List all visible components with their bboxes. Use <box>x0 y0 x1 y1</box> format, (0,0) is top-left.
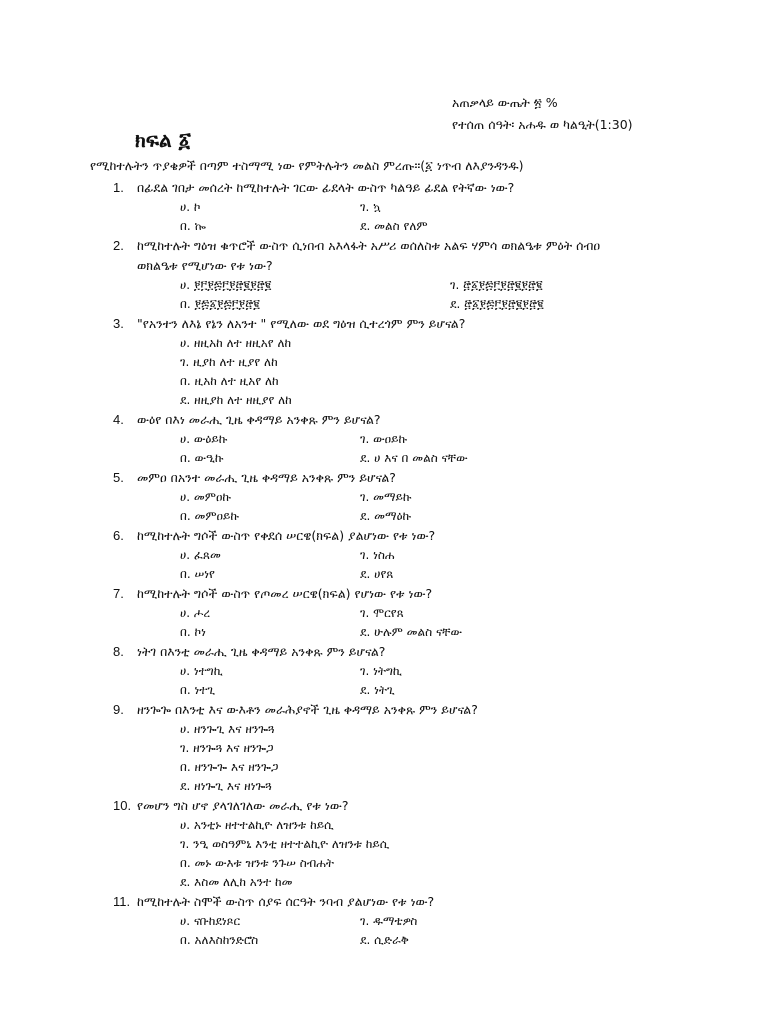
time-allowed: የተሰጠ ሰዓት፡ አሐዱ ወ ካልዒት(1:30) <box>452 117 633 132</box>
answer-options <box>0 546 768 584</box>
answer-options <box>0 198 768 236</box>
question-number: 7. <box>113 586 124 601</box>
question-text: ከሚከተሉት ስሞች ውስጥ ሰያፍ ሰርዓት ንባብ ያልሆነው የቱ ነው? <box>137 894 435 909</box>
total-score: አጠቃላይ ውጤት ፳ % <box>452 95 558 110</box>
answer-options <box>0 276 768 314</box>
question-text: የመሆን ግስ ሆኖ ያላገለገለው መራሒ የቱ ነው? <box>137 798 349 813</box>
answer-option: ሀ. ነተግኪ <box>180 664 223 678</box>
answer-option: ገ. ፸፩፻፷፫፻፸፪፻፸፪ <box>450 278 543 292</box>
answer-option: በ. መኑ ውእቱ ዝንቱ ንጉሠ ስብሐት <box>180 856 335 870</box>
answer-option: በ. ኰ <box>180 219 206 233</box>
answer-option: ደ. ሁሉም መልስ ናቸው <box>360 625 463 639</box>
question-text: "የአንተን ለእኔ የኔን ለአንተ " የሚለው ወደ ግዕዝ ሲተረጎም ምን ይሆናል? <box>137 316 466 331</box>
answer-option: በ. መምዐይኩ <box>180 509 240 523</box>
answer-options <box>0 430 768 468</box>
instructions: የሚከተሉትን ጥያቄዎች በጣም ተስማሚ ነው የምትሉትን መልስ ምረጡ።(፩ ነጥብ ለእያንዳንዱ) <box>90 158 524 173</box>
answer-option: በ. ፻፷፩፻፷፫፻፸፪ <box>180 297 260 311</box>
question-number: 1. <box>113 180 124 195</box>
answer-option: ደ. ፸፩፻፷፫፻፸፪፻፸፪ <box>450 297 544 311</box>
question-number: 9. <box>113 702 124 717</box>
answer-option: ደ. ነትጊ <box>360 683 395 697</box>
question-text: መምዐ በአንተ መራሒ ጊዜ ቀዳማይ አንቀጹ ምን ይሆናል? <box>137 470 396 485</box>
answer-option: ገ. ነስሐ <box>360 548 395 562</box>
question-text: ከሚከተሉት ግሶች ውስጥ የጦመረ ሠርዌ(ክፍል) የሆነው የቱ ነው? <box>137 586 433 601</box>
answer-option: ሀ. ውዕይኩ <box>180 432 228 446</box>
answer-options <box>0 662 768 700</box>
answer-option: ሀ. ፻፫፻፷፫፻፸፪፻፸፪ <box>180 278 272 292</box>
question-line <box>0 410 768 430</box>
section-title: ክፍል ፩ <box>135 128 191 152</box>
answer-option: ሀ. ኮ <box>180 200 201 214</box>
question-text: ውዕየ በእነ መራሒ ጊዜ ቀዳማይ አንቀጹ ምን ይሆናል? <box>137 412 381 427</box>
question-item <box>0 796 768 892</box>
question-item <box>0 236 768 314</box>
question-line <box>0 236 768 256</box>
answer-options <box>0 488 768 526</box>
answer-option: ሀ. መምዐኩ <box>180 490 232 504</box>
answer-options <box>0 912 768 950</box>
answer-option: ገ. መማይኩ <box>360 490 412 504</box>
answer-option: በ. ነተጊ <box>180 683 216 697</box>
answer-option: ሀ. ዘዚአከ ለተ ዘዚአየ ለከ <box>180 336 292 350</box>
question-text: ዘንጐጐ በእንቲ እና ውእቶን መራሕያኖች ጊዜ ቀዳማይ አንቀጹ ምን ይሆናል? <box>137 702 478 717</box>
answer-option-row <box>180 449 768 468</box>
question-line <box>0 796 768 816</box>
question-item <box>0 526 768 584</box>
answer-option-row <box>180 931 768 950</box>
question-line <box>0 584 768 604</box>
answer-option-row <box>180 662 768 681</box>
answer-option: ገ. ዚያከ ለተ ዚያየ ለከ <box>180 355 278 369</box>
answer-option-row <box>180 546 768 565</box>
answer-option: ሀ. ናቡከደነጾር <box>180 914 241 928</box>
answer-option: በ. ሠነየ <box>180 567 215 581</box>
answer-option: ደ. መማዕኩ <box>360 509 412 523</box>
answer-options <box>0 816 768 892</box>
question-number: 4. <box>113 412 124 427</box>
question-item <box>0 700 768 796</box>
question-text: በፊደል ገበታ መሰረት ከሚከተሉት ገርው ፊደላት ውስጥ ካልዓይ ፊደል የትኛው ነው? <box>137 180 515 195</box>
answer-option-row <box>180 507 768 526</box>
question-text: ከሚከተሉት ግዕዝ ቁጥሮች ውስጥ ሲነበብ አእላፋት አሥሪ ወሰለስቱ አልፍ ሃምሳ ወክልዔቱ ምዕት ሰብዐ <box>137 238 601 253</box>
answer-option-row <box>180 198 768 217</box>
question-item <box>0 642 768 700</box>
question-line <box>0 642 768 662</box>
answer-option: ደ. ሲድራቅ <box>360 933 409 947</box>
exam-meta <box>452 92 633 136</box>
answer-options <box>0 604 768 642</box>
question-item <box>0 468 768 526</box>
answer-option: በ. ኮነ <box>180 625 206 639</box>
question-text: ወክልዔቱ የሚሆነው የቱ ነው? <box>137 258 273 273</box>
answer-options <box>0 720 768 796</box>
answer-option: ገ. ኳ <box>360 200 381 214</box>
question-item <box>0 892 768 950</box>
answer-option: በ. ውዒኩ <box>180 451 224 465</box>
answer-options <box>0 334 768 410</box>
answer-option-row <box>180 217 768 236</box>
question-item <box>0 410 768 468</box>
question-number: 6. <box>113 528 124 543</box>
answer-option: ገ. ሞርየጸ <box>360 606 404 620</box>
question-line <box>0 468 768 488</box>
answer-option: ሀ. ሖረ <box>180 606 211 620</box>
question-item <box>0 584 768 642</box>
answer-option: ሀ. ፈጸመ <box>180 548 221 562</box>
question-line <box>0 700 768 720</box>
answer-option: ገ. ውዐይኩ <box>360 432 408 446</box>
answer-option-row <box>180 912 768 931</box>
answer-option: ደ. መልስ የለም <box>360 219 428 233</box>
answer-option: ደ. ዘዚያከ ለተ ዘዚያየ ለከ <box>180 393 292 407</box>
answer-option: ሀ. ዘንጐጊ እና ዘንጐጓ <box>180 722 275 736</box>
answer-option: በ. ዘንጐጐ እና ዘንጐጋ <box>180 760 279 774</box>
answer-option: ደ. ሀየጸ <box>360 567 394 581</box>
question-text: ነትገ በእንቲ መራሒ ጊዜ ቀዳማይ አንቀጹ ምን ይሆናል? <box>137 644 386 659</box>
answer-option: በ. ዚአከ ለተ ዚአየ ለከ <box>180 374 279 388</box>
answer-option-row <box>180 430 768 449</box>
answer-option-row <box>180 681 768 700</box>
question-item <box>0 314 768 410</box>
question-number: 2. <box>113 238 124 253</box>
answer-option: ሀ. አንቲኑ ዘተተልኪዮ ለዝንቱ ከይሲ <box>180 818 334 832</box>
question-number: 10. <box>113 798 132 813</box>
answer-option: ገ. ዘንጐጓ እና ዘንጐጋ <box>180 741 274 755</box>
question-line <box>0 178 768 198</box>
answer-option-row <box>180 565 768 584</box>
question-item <box>0 178 768 236</box>
question-text: ከሚከተሉት ግሶች ውስጥ የቀደሰ ሠርዌ(ክፍል) ያልሆነው የቱ ነው? <box>137 528 436 543</box>
answer-option: ደ. ሀ እና በ መልስ ናቸው <box>360 451 468 465</box>
answer-option: ገ. ዱማቴዎስ <box>360 914 418 928</box>
answer-option-row <box>180 604 768 623</box>
question-line <box>0 526 768 546</box>
question-line <box>0 314 768 334</box>
question-number: 3. <box>113 316 124 331</box>
question-line <box>0 892 768 912</box>
answer-option-row <box>180 276 768 295</box>
answer-option: ደ. ዘነጐጊ እና ዘነጐጓ <box>180 779 272 793</box>
answer-option-row <box>180 295 768 314</box>
question-line <box>0 256 768 276</box>
answer-option: በ. አለእስከንድሮስ <box>180 933 259 947</box>
answer-option-row <box>180 488 768 507</box>
answer-option: ገ. ንዒ ወስዓምኒ እንቲ ዘተተልኪዮ ለዝንቱ ከይሲ <box>180 837 390 851</box>
question-number: 11. <box>113 894 131 909</box>
question-number: 5. <box>113 470 124 485</box>
answer-option: ገ. ነትግኪ <box>360 664 402 678</box>
question-number: 8. <box>113 644 124 659</box>
question-list <box>0 178 768 950</box>
answer-option: ደ. እስመ ለሊከ አንተ ከመ <box>180 875 293 889</box>
answer-option-row <box>180 623 768 642</box>
